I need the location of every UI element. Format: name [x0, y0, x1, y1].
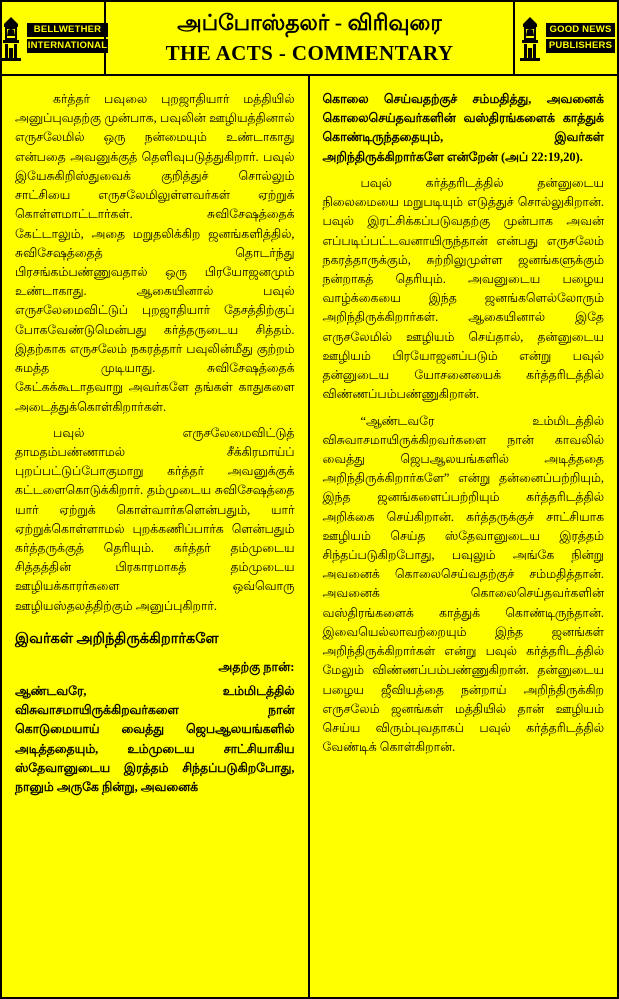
- scripture-lead: அதற்கு நான்:: [218, 660, 295, 675]
- page-title-block: [106, 2, 513, 74]
- body-columns: [2, 76, 617, 997]
- logo-left-line1: BELLWETHER: [27, 23, 108, 37]
- page-title-english: THE ACTS - COMMENTARY: [165, 41, 454, 66]
- left-column: [2, 76, 310, 997]
- page-title-tamil: அப்போஸ்தலர் - விரிவுரை: [177, 9, 442, 35]
- logo-left-line2: INTERNATIONAL: [27, 40, 108, 51]
- publisher-logo-left: [2, 2, 106, 74]
- scripture-text: ஆண்டவரே, உம்மிடத்தில் விசுவாசமாயிருக்கிறவர்களை நான் கொடுமையாய் வைத்து ஜெபஆலயங்களில் அடித்ததையும், உம்முடைய சாட்சியாகிய ஸ்தேவானுடைய இரத்தம் சிந்தப்படுகிறபோது, நானும் அருகே நின்று, அவனைக்: [15, 683, 295, 794]
- paragraph: பவுல் எருசலேமைவிட்டுத் தாமதம்பண்ணாமல் சீக்கிரமாய்ப் புறப்பட்டுப்போகுமாறு கர்த்தர் அவனுக்குக் கட்டளைகொடுக்கிறார். தம்முடைய சுவிசேஷத்தை யார் ஏற்றுக் கொள்வார்களென்பதும், யார் ஏற்றுக்கொள்ளாமல் புறக்கணிப்பார்க ளென்பதும் கர்த்தருக்குத் தெரியும். கர்த்தர் தம்முடைய சித்தத்தின் பிரகாரமாகத் தம்முடைய ஊழியக்காரர்களை ஒவ்வொரு ஊழியஸ்தலத்திற்கும் அனுப்புகிறார்.: [15, 425, 295, 613]
- scripture-text-continued: கொலை செய்வதற்குச் சம்மதித்து, அவனைக் கொலைசெய்தவர்களின் வஸ்திரங்களைக் காத்துக் கொண்டிருந்ததையும், இவர்கள் அறிந்திருக்கிறார்களே என்றேன் (அப் 22:19,20).: [322, 92, 604, 164]
- logo-right-line1: GOOD NEWS: [546, 23, 615, 37]
- page-header: [2, 2, 617, 76]
- publisher-logo-right: [513, 2, 617, 74]
- section-heading: இவர்கள் அறிந்திருக்கிறார்களே: [15, 630, 219, 647]
- paragraph: “ஆண்டவரே உம்மிடத்தில் விசுவாசமாயிருக்கிறவர்களை நான் காவலில் வைத்து ஜெபஆலயங்களில் அடித்ததை அறிந்திருக்கிறார்களே” என்று தன்னைப்பற்றியும், இந்த ஜனங்களைப்பற்றியும் கர்த்தரிடத்தில் அறிக்கை செய்கிறான். கர்த்தருக்குச் சாட்சியாக ஊழியம் செய்த ஸ்தேவானுடைய இரத்தம் சிந்தப்படுகிறபோது, பவுலும் அங்கே நின்று அவனைக் கொலைசெய்வதற்குச் சம்மதித்தான். அவனைக் கொலைசெய்தவர்களின் வஸ்திரங்களைக் காத்துக் கொண்டிருந்தான். இவையெல்லாவற்றையும் இந்த ஜனங்கள் அறிந்திருக்கிறார்கள் என்று பவுல் கர்த்தரிடத்தில் மேலும் விண்ணப்பம்பண்ணுகிறான். தன்னுடைய பழைய ஜீவியத்தை நன்றாய் அறிந்திருக்கிற எருசலேம் ஜனங்கள் மத்தியில் தான் ஊழியம் செய்ய விரும்புவதாகப் பவுல் கர்த்தரிடத்தில் வேண்டிக் கொள்கிறான்.: [322, 413, 604, 755]
- right-column: [310, 76, 618, 997]
- bell-tower-icon: [0, 15, 24, 61]
- paragraph: பவுல் கர்த்தரிடத்தில் தன்னுடைய நிலைமையை மறுபடியும் எடுத்துச் சொல்லுகிறான். பவுல் இரட்சிக்கப்படுவதற்கு முன்பாக அவன் எப்படிப்பட்டவனாயிருந்தான் என்பது எருசலேம் நகரத்தாருக்கும், சுற்றிலுமுள்ள ஜனங்களுக்கும் நன்றாகத் தெரியும். அவனுடைய பழைய வாழ்க்கையை இந்த ஜனங்களெல்லோரும் அறிந்திருக்கிறார்கள். ஆகையினால் இதே எருசலேமில் ஊழியம் செய்தால், தன்னுடைய ஊழியம் பிரயோஜனப்படும் என்று பவுல் தன்னுடைய யோசனையைக் கர்த்தரிடத்தில் விண்ணப்பம்பண்ணுகிறான்.: [322, 175, 604, 402]
- bell-tower-icon: [517, 15, 543, 61]
- logo-right-line2: PUBLISHERS: [546, 39, 615, 53]
- paragraph: கர்த்தர் பவுலை புறஜாதியார் மத்தியில் அனுப்புவதற்கு முன்பாக, பவுலின் ஊழியத்தினால் எருசலேமில் ஒரு நன்மையும் உண்டாகாது என்பதை அவனுக்குத் தெளிவுபடுத்துகிறார். பவுல் இயேசுகிறிஸ்துவைக் குறித்துச் சொல்லும் சாட்சியை எருசலேமிலுள்ளவர்கள் ஏற்றுக் கொள்ளமாட்டார்கள். சுவிசேஷத்தைக் கேட்டாலும், அதை மறுதலிக்கிற ஜனங்களித்தில், சுவிசேஷத்தைத் தொடர்ந்து பிரசங்கம்பண்ணுவதால் ஒரு பிரயோஜனமும் உண்டாகாது. ஆகையினால் பவுல் எருசலேமைவிட்டுப் புறஜாதியார் தேசத்திற்குப் போகவேண்டுமென்பது கர்த்தருடைய சித்தம். இதற்காக எருசலேம் நகரத்தார் பவுலின்மீது குற்றம் சுமத்த முடியாது. சுவிசேஷத்தைக் கேட்கக்கூடாதவாறு அவர்களே தங்கள் காதுகளை அடைத்துக்கொள்கிறார்கள்.: [15, 92, 295, 414]
